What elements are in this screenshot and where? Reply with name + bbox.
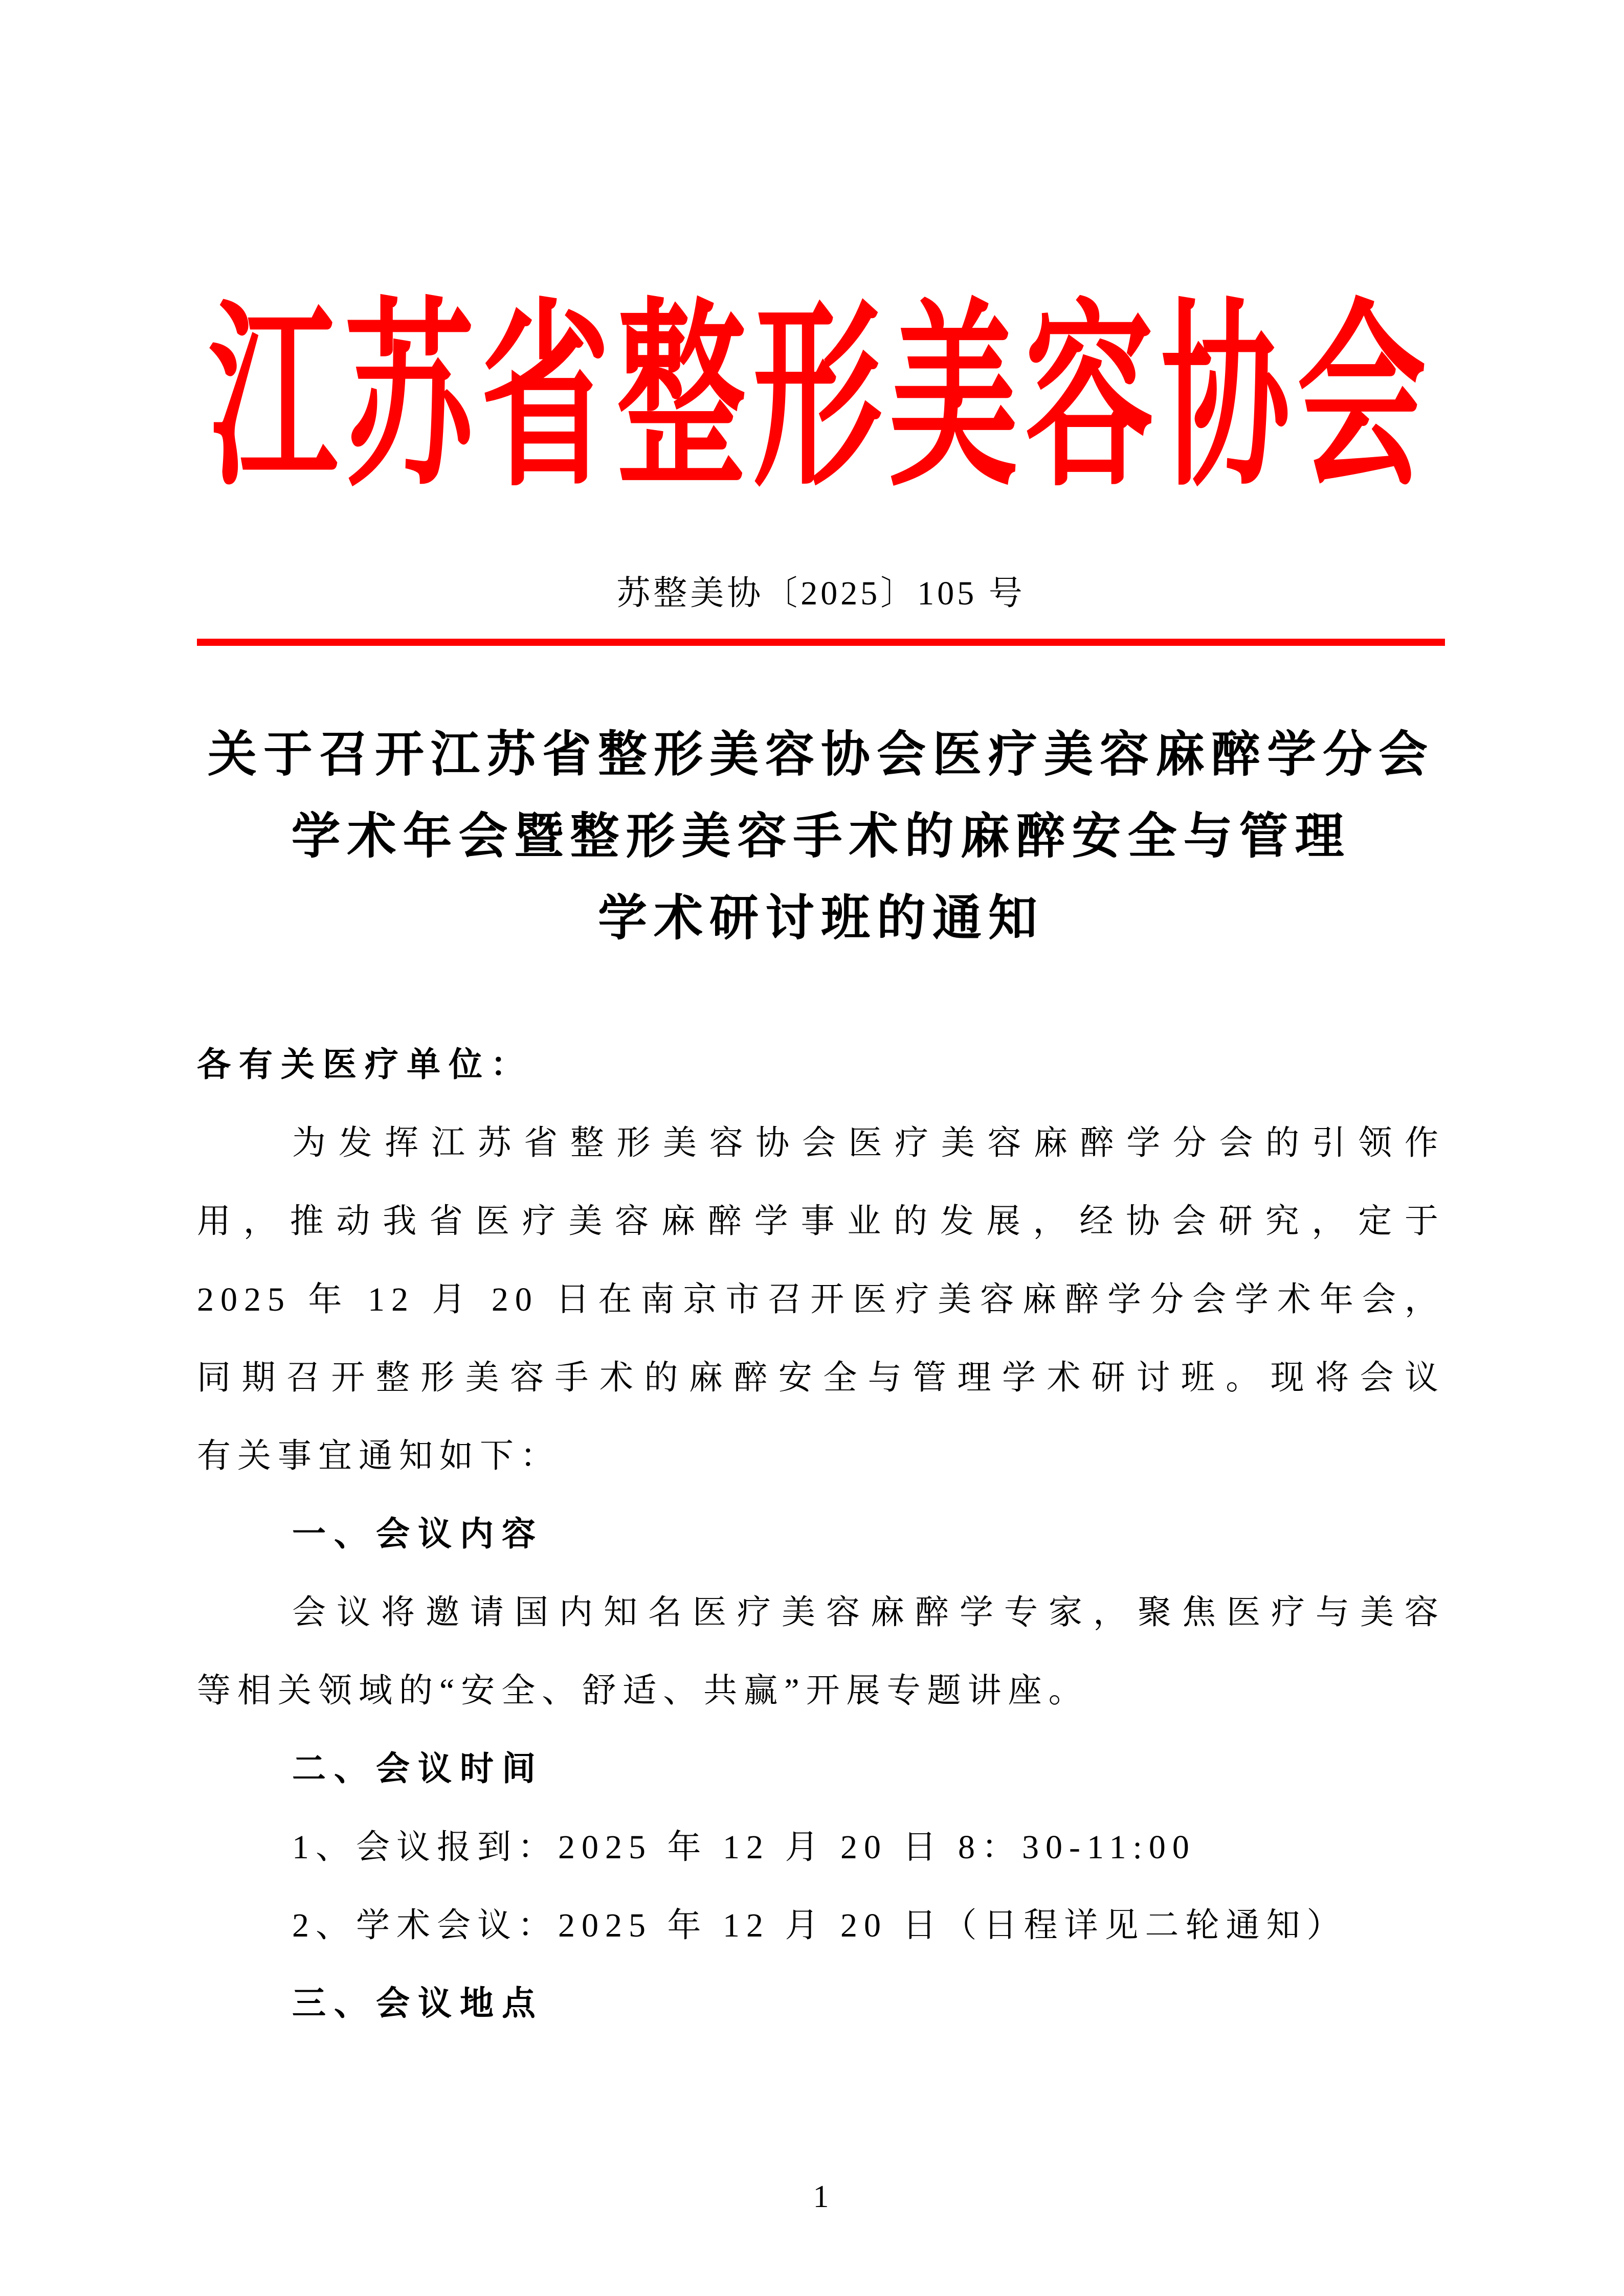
paragraph1-line-3: 2025 年 12 月 20 日在南京市召开医疗美容麻醉学分会学术年会， xyxy=(197,1281,1445,1318)
paragraph1-line-4: 同期召开整形美容手术的麻醉安全与管理学术研讨班。现将会议 xyxy=(197,1359,1445,1397)
greeting: 各有关医疗单位： xyxy=(197,1046,532,1084)
section2-item-2: 2、学术会议：2025 年 12 月 20 日（日程详见二轮通知） xyxy=(292,1907,1347,1944)
section1-heading: 一、会议内容 xyxy=(292,1516,544,1553)
org-title-text: 江苏省整形美容协会 xyxy=(208,288,1433,510)
paragraph1-line-5: 有关事宜通知如下： xyxy=(197,1437,561,1475)
section2-item-1: 1、会议报到：2025 年 12 月 20 日 8：30-11:00 xyxy=(292,1829,1196,1866)
doc-title xyxy=(197,714,1445,959)
doc-number: 苏整美协〔2025〕105 号 xyxy=(616,575,1026,612)
org-title xyxy=(197,288,1445,514)
section1-line-2: 等相关领域的“安全、舒适、共赢”开展专题讲座。 xyxy=(197,1672,1089,1709)
doc-body xyxy=(197,1026,1445,2043)
paragraph1-line-1: 为发挥江苏省整形美容协会医疗美容麻醉学分会的引领作 xyxy=(292,1124,1445,1162)
section2-heading: 二、会议时间 xyxy=(292,1750,544,1788)
paragraph1-line-2: 用，推动我省医疗美容麻醉学事业的发展，经协会研究，定于 xyxy=(197,1203,1445,1240)
page-number: 1 xyxy=(813,2179,829,2214)
letterhead xyxy=(197,288,1445,646)
doc-title-line-2: 学术年会暨整形美容手术的麻醉安全与管理 xyxy=(291,809,1351,864)
section1-line-1: 会议将邀请国内知名医疗美容麻醉学专家，聚焦医疗与美容 xyxy=(292,1594,1445,1631)
red-divider-line xyxy=(197,639,1445,646)
doc-title-line-1: 关于召开江苏省整形美容协会医疗美容麻醉学分会 xyxy=(208,727,1434,782)
doc-title-line-3: 学术研讨班的通知 xyxy=(598,891,1044,946)
section3-heading: 三、会议地点 xyxy=(292,1985,544,2022)
